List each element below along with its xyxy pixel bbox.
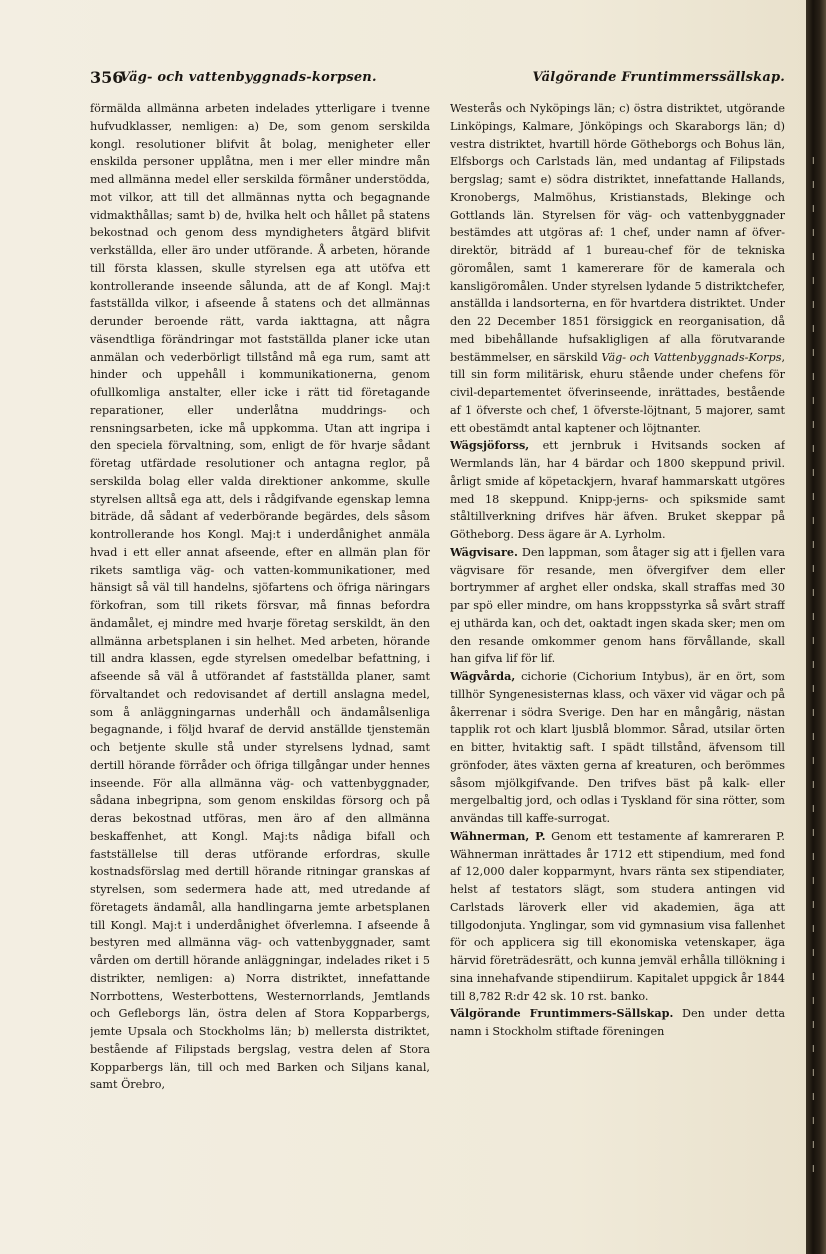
- entry-wagsjoforss: [450, 437, 785, 544]
- entry-wagvisare: [450, 544, 785, 668]
- right-column: [450, 100, 785, 1180]
- text-wagsjoforss: ett jernbruk i Hvitsands socken af Wermlands län, har 4 bärdar och 1800 skeppund privil. årligt smide af köpetackjern, hvaraf hammarskatt utgöres med 18 skeppund. Knipp-jerns- och spiksmide samt ståltillverkning drifves här äfven. Bruket skeppar på Götheborg. Dess ägare är A. Lyrholm.: [450, 439, 785, 541]
- korps-italic-name: Väg- och Vattenbyggnads-Korps: [601, 350, 782, 364]
- text-wagvisare: Den lappman, som åtager sig att i fjellen vara vägvisare för resande, men öfvergifver dem eller bortrymmer af arghet eller ondska, skall straffas med 30 par spö eller mindre, om hans kroppsstyrka så svårt straff ej uthärda kan, och det, oaktadt ingen skada sker; men om den resande omkommer genom hans förvållande, skall han gifva lif för lif.: [450, 545, 785, 666]
- page-number: 356: [90, 68, 124, 87]
- running-header: [90, 66, 785, 92]
- entry-korps-continued: [450, 100, 785, 437]
- text-valgorande: Den under detta namn i Stockholm stiftade föreningen: [450, 1007, 785, 1038]
- lemma-wagsjoforss: Wägsjöforss,: [450, 438, 530, 453]
- left-column-text: förmälda allmänna arbeten indelades ytterligare i tvenne hufvudklasser, nemligen: a) De, som genom serskilda kongl. resolutioner blifvit åt bolag, menigheter eller enskilda personer upplåtna, men i mer eller mindre mån med allmänna medel eller serskilda förmåner understödda, mot vilkor, att till det allmännas nytta och begagnande vidmakthållas; samt b) de, hvilka helt och hållet på statens bekostnad och genom dess myndigheters åtgärd blifvit verkställda, eller äro under utförande. Å arbeten, hörande till första klassen, skulle styrelsen ega att utöfva ett kontrollerande inseende sålunda, att de af Kongl. Maj:t fastställda vilkor, i afseende å statens och det allmännas derunder beroende rätt, varda iakttagna, att några väsendtliga förändringar mot fastställda planer icke utan anmälan och vederbörligt tillstånd må ega rum, samt att hinder och uppehåll i kommunikationerna, genom ofullkomliga anstalter, eller icke i rätt tid företagande reparationer, eller underlåtna muddrings- och rensningsarbeten, icke må uppkomma. Utan att ingripa i den speciela förvaltning, som, enligt de för hvarje sådant företag utfärdade resolutioner och antagna reglor, på serskilda bolag eller valda direktioner ankomme, skulle styrelsen alltså ega att, dels i rådgifvande egenskap lemna biträde, då sådant af vederbörande begärdes, dels såsom kontrollerande hos Kongl. Maj:t i underdånighet anmäla hvad i ett eller annat afseende, efter en allmän plan för rikets samtliga väg- och vatten-kommunikationer, med hänsigt så väl till handelns, sjöfartens och öfriga näringars förkofran, som till rikets försvar, må finnas befordra ändamålet, ej mindre med hvarje företag serskildt, än den allmänna arbetsplanen i sin helhet. Med arbeten, hörande till andra klassen, egde styrelsen omedelbar befattning, i afseende så väl å utförandet af fastställda planer, samt förvaltandet och redovisandet af dertill anslagna medel, som å anläggningarnas underhåll och ändamålsenliga begagnande, i följd hvaraf de dervid anställde tjenstemän och betjente skulle stå under styrelsens lydnad, samt dertill hörande förråder och öfriga tillgångar under hennes inseende. För alla allmänna väg- och vattenbyggnader, sådana inbegripna, som genom enskildas försorg och på deras bekostnad utföras, men äro af den allmänna beskaffenhet, att Kongl. Maj:ts nådiga bifall och fastställelse till deras utförande erfordras, skulle kostnadsförslag med dertill hörande ritningar granskas af styrelsen, som sedermera hade att, med utredande af företagets ändamål, alla handlingarna jemte arbetsplanen till Kongl. Maj:t i underdånighet öfverlemna. I afseende å bestyren med allmänna väg- och vattenbyggnader, samt vården om dertill hörande anläggningar, indelades riket i 5 distrikter, nemligen: a) Norra distriktet, innefattande Norrbottens, Westerbottens, Westernorrlands, Jemtlands och Gefleborgs län, östra delen af Stora Kopparbergs, jemte Upsala och Stockholms län; b) mellersta distriktet, bestående af Filipstads bergslag, vestra delen af Stora Kopparbergs län, till och med Barken och Siljans kanal, samt Örebro,: [90, 102, 430, 1092]
- text-wagvarda: cichorie (Cichorium Intybus), är en ört, som tillhör Syngenesisternas klass, och växer vid vägar och på åkerrenar i södra Sverige. Den har en mångårig, nästan tapplik rot och klart ljusblå blommor. Sårad, utsilar örten en bitter, hvitaktig saft. I spädt tillstånd, äfvensom till grönfoder, ätes växten gerna af kreaturen, och berömmes såsom mjölkgifvande. Den trifves bäst på kalk- eller mergelbaltig jord, och odlas i Tyskland för sina rötter, som användas till kaffe-surrogat.: [450, 670, 785, 825]
- entry-wagvarda: [450, 668, 785, 828]
- facing-page-marks: l l l l l l l l l l l l l l l l l l l l l l l l l l l l l l l l l l l l l l l l l l l: [812, 157, 815, 1175]
- header-right-title: Välgörande Fruntimmerssällskap.: [532, 70, 785, 85]
- lemma-wagvarda: Wägvårda,: [450, 669, 516, 683]
- text-wahnerman: Genom ett testamente af kamreraren P. Wähnerman inrättades år 1712 ett stipendium, med fond af 12,000 daler kopparmynt, hvars ränta sex stipendiater, helst af testators slägt, som studera antingen vid Carlstads läroverk eller vid akademien, äga att tillgodonjuta. Ynglingar, som vid gymnasium visa fallenhet för och applicera sig till ekonomiska vetenskaper, äga härvid företrädesrätt, och kunna jemväl erhålla tillökning i sina innehafvande stipendiirum. Kapitalet uppgick år 1844 till 8,782 R:dr 42 sk. 10 rst. banko.: [450, 829, 785, 1003]
- lemma-valgorande: Välgörande Fruntimmers-Sällskap.: [450, 1006, 674, 1021]
- lemma-wagvisare: Wägvisare.: [450, 544, 518, 559]
- korps-text-1: Westerås och Nyköpings län; c) östra distriktet, utgörande Linköpings, Kalmare, Jönköpings och Skaraborgs län; d) vestra distriktet, hvartill hörde Götheborgs och Bohus län, Elfsborgs och Carlstads län, med undantag af Filipstads bergslag; samt e) södra distriktet, innefattande Hallands, Kronobergs, Malmöhus, Kristianstads, Blekinge och Gottlands län. Styrelsen för väg- och vattenbyggnader bestämdes att utgöras af: 1 chef, under namn af öfver-direktör, biträdd af 1 bureau-chef för de tekniska göromålen, samt 1 kamererare för de kamerala och kansligöromålen. Under styrelsen lydande 5 distriktchefer, anställda i landsorterna, en för hvartdera distriktet. Under den 22 December 1851 försiggick en reorganisation, då med bibehållande hufsakligligen af alla förutvarande bestämmelser, en särskild: [450, 102, 785, 364]
- left-column: [90, 100, 430, 1180]
- entry-valgorande: [450, 1005, 785, 1041]
- entry-wahnerman: [450, 828, 785, 1006]
- korps-text-2: , till sin form militärisk, ehuru stående under chefens för civil-departementet öfverinseende, inrättades, bestående af 1 öfverste och chef, 1 öfverste-löjtnant, 5 majorer, samt ett obestämdt antal kaptener och löjtnanter.: [450, 350, 785, 435]
- header-left-title: Väg- och vattenbyggnads-korpsen.: [120, 70, 377, 85]
- lemma-wahnerman: Wähnerman, P.: [450, 828, 546, 843]
